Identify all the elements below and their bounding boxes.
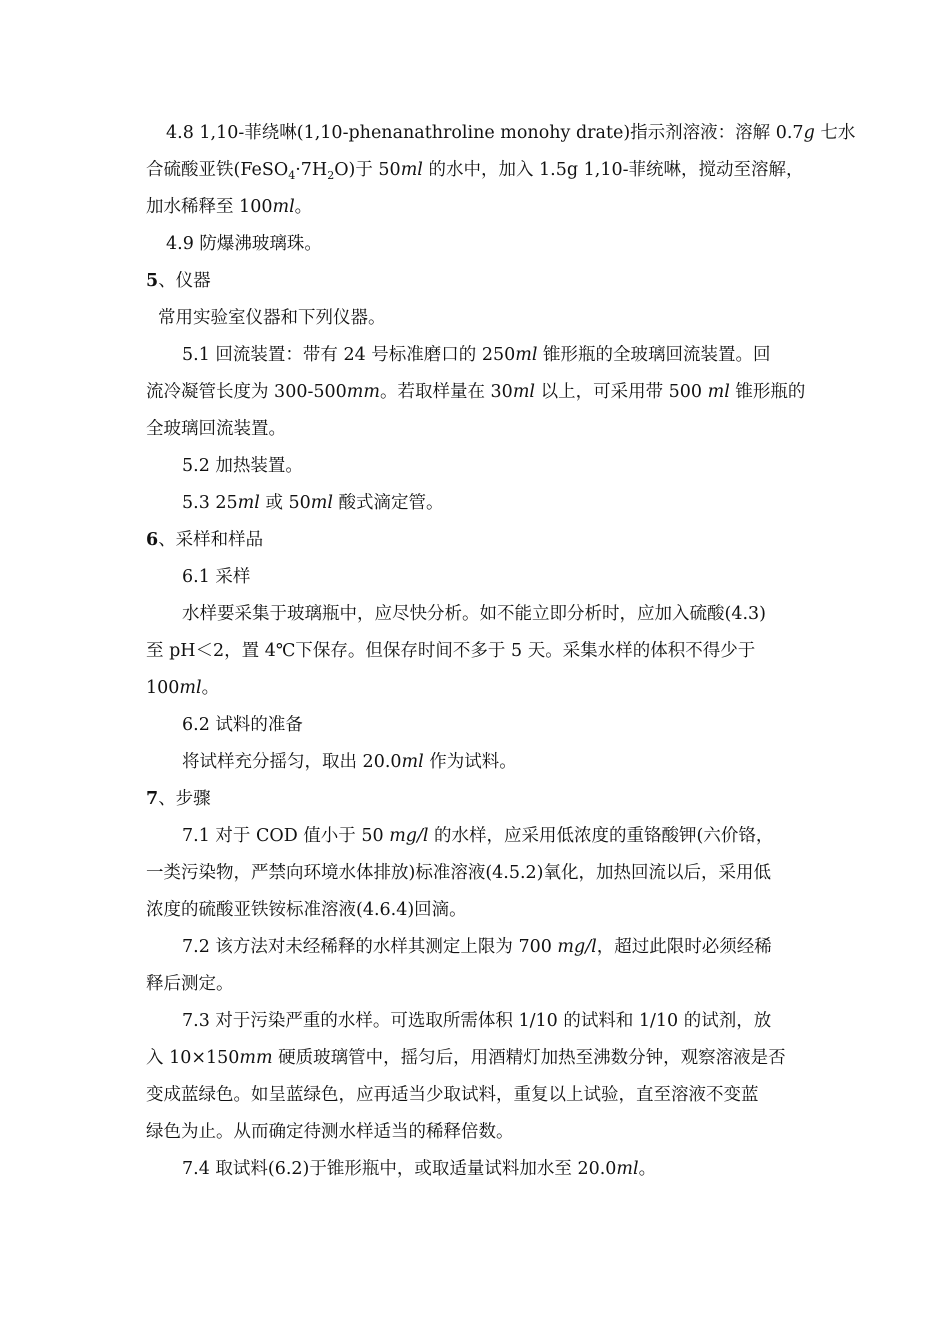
para-4-8-line-1: 4.8 1,10-菲绕啉(1,10-phenanathroline monohy drate)指示剂溶液：溶解 0.7g 七水 [166, 123, 856, 143]
para-6-1-line-3: 100ml。 [146, 678, 220, 698]
para-4-8-line-2: 合硫酸亚铁$(FeSO_4\cdot 7H_2O)$于 50ml 的水中，加入 1.5g 1,10-菲统啉，搅动至溶解， [146, 160, 804, 182]
section-heading-5: 5、仪器 [146, 271, 211, 291]
section-heading-6: 6、采样和样品 [146, 530, 264, 550]
para-7-2-line-2: 释后测定。 [146, 974, 234, 994]
para-7-3-line-4: 绿色为止。从而确定待测水样适当的稀释倍数。 [146, 1122, 514, 1142]
para-7-2-line-1: 7.2 该方法对未经稀释的水样其测定上限为 700 mg/l，超过此限时必须经稀 [182, 937, 772, 957]
subheading-6-1: 6.1 采样 [182, 567, 251, 587]
para-7-1-line-3: 浓度的硫酸亚铁铵标准溶液(4.6.4)回滴。 [146, 900, 467, 920]
item-5-3: 5.3 25ml 或 50ml 酸式滴定管。 [182, 493, 444, 513]
para-5-1-line-3: 全玻璃回流装置。 [146, 419, 286, 439]
para-5-1-line-2: 流冷凝管长度为 300-500mm。若取样量在 30ml 以上，可采用带 500 ml 锥形瓶的 [146, 382, 806, 402]
para-7-1-line-1: 7.1 对于 COD 值小于 50 mg/l 的水样，应采用低浓度的重铬酸钾(六价铬， [182, 826, 774, 846]
para-6-1-line-2: 至 pH＜2，置 4℃下保存。但保存时间不多于 5 天。采集水样的体积不得少于 [146, 641, 756, 661]
para-6-1-line-1: 水样要采集于玻璃瓶中，应尽快分析。如不能立即分析时，应加入硫酸(4.3) [182, 604, 766, 624]
para-7-4: 7.4 取试料(6.2)于锥形瓶中，或取适量试料加水至 20.0ml。 [182, 1159, 657, 1179]
subheading-6-2: 6.2 试料的准备 [182, 715, 303, 735]
item-5-2: 5.2 加热装置。 [182, 456, 303, 476]
para-7-3-line-2: 入 10×150mm 硬质玻璃管中，摇匀后，用酒精灯加热至沸数分钟，观察溶液是否 [146, 1048, 786, 1068]
para-7-3-line-3: 变成蓝绿色。如呈蓝绿色，应再适当少取试料，重复以上试验，直至溶液不变蓝 [146, 1085, 759, 1105]
para-5-1-line-1: 5.1 回流装置：带有 24 号标准磨口的 250ml 锥形瓶的全玻璃回流装置。回 [182, 345, 771, 365]
para-7-3-line-1: 7.3 对于污染严重的水样。可选取所需体积 1/10 的试料和 1/10 的试剂，放 [182, 1011, 772, 1031]
para-6-2: 将试样充分摇匀，取出 20.0ml 作为试料。 [182, 752, 517, 772]
para-4-8-line-3: 加水稀释至 100ml。 [146, 197, 313, 217]
para-7-1-line-2: 一类污染物，严禁向环境水体排放)标准溶液(4.5.2)氧化，加热回流以后，采用低 [146, 863, 772, 883]
section-5-intro: 常用实验室仪器和下列仪器。 [158, 308, 386, 328]
item-4-9: 4.9 防爆沸玻璃珠。 [166, 234, 322, 254]
section-heading-7: 7、步骤 [146, 789, 211, 809]
